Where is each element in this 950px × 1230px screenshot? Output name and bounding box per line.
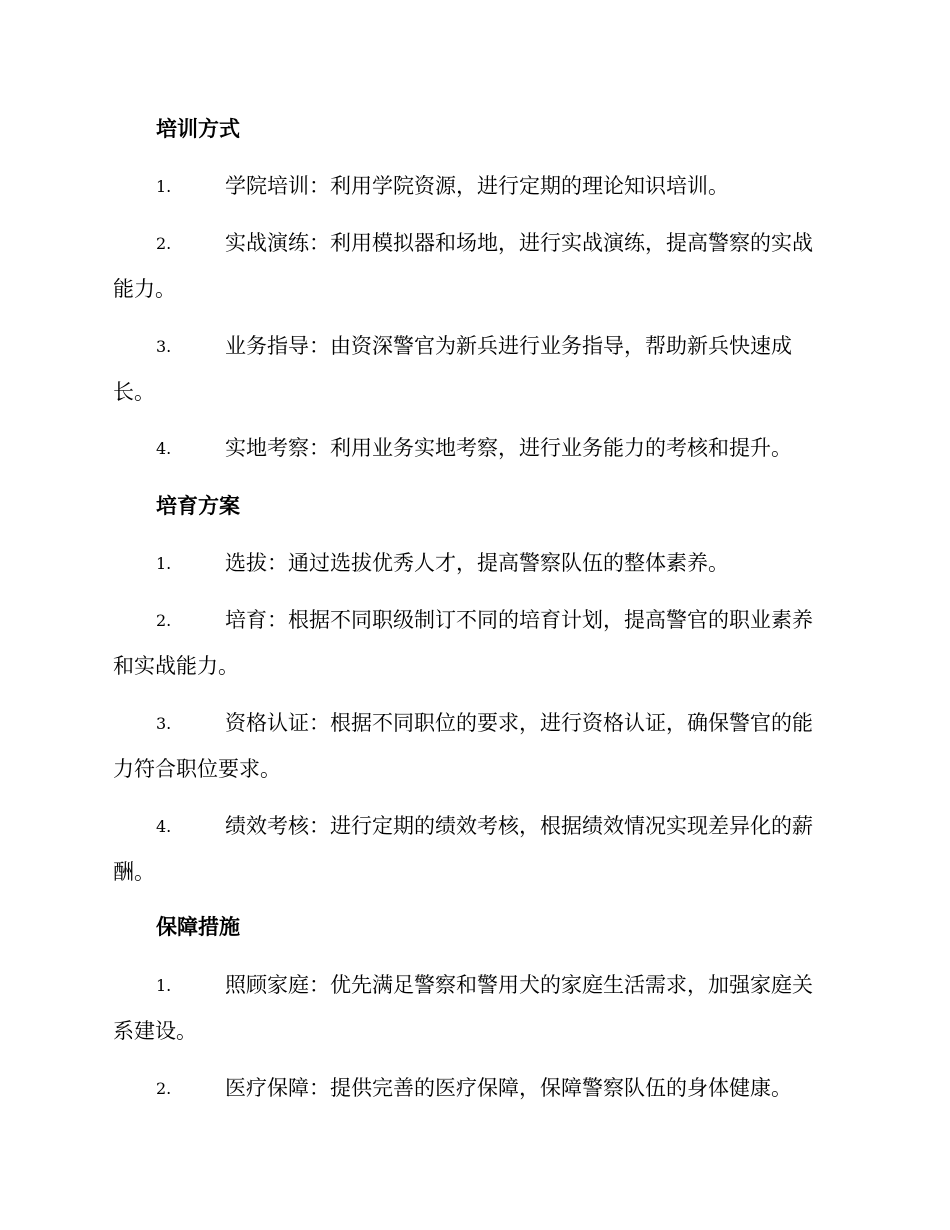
- list-item-number: 1.: [156, 177, 172, 196]
- list-item-text: 照顾家庭：优先满足警察和警用犬的家庭生活需求，加强家庭关: [225, 973, 813, 997]
- list-item-text: 医疗保障：提供完善的医疗保障，保障警察队伍的身体健康。: [225, 1076, 792, 1100]
- list-item-text: 实战演练：利用模拟器和场地，进行实战演练，提高警察的实战: [225, 231, 813, 255]
- list-item-number: 3.: [156, 337, 172, 356]
- list-item-text: 业务指导：由资深警官为新兵进行业务指导，帮助新兵快速成: [225, 334, 792, 358]
- section-heading-safeguard-measures: 保障措施: [156, 915, 240, 939]
- list-item-text: 绩效考核：进行定期的绩效考核，根据绩效情况实现差异化的薪: [225, 814, 813, 838]
- list-item-text-continued: 系建设。: [113, 1019, 197, 1043]
- list-item-number: 2.: [156, 611, 172, 630]
- list-item-text: 选拔：通过选拔优秀人才，提高警察队伍的整体素养。: [225, 551, 729, 575]
- section-heading-training-methods: 培训方式: [156, 117, 240, 141]
- list-item-number: 3.: [156, 714, 172, 733]
- list-item-text: 学院培训：利用学院资源，进行定期的理论知识培训。: [225, 174, 729, 198]
- list-item-number: 1.: [156, 976, 172, 995]
- list-item-text-continued: 酬。: [113, 860, 155, 884]
- list-item-text: 培育：根据不同职级制订不同的培育计划，提高警官的职业素养: [225, 608, 813, 632]
- list-item-text-continued: 能力。: [113, 277, 176, 301]
- list-item-text-continued: 力符合职位要求。: [113, 757, 281, 781]
- section-heading-cultivation-plan: 培育方案: [156, 494, 240, 518]
- list-item-number: 2.: [156, 1079, 172, 1098]
- list-item-number: 2.: [156, 234, 172, 253]
- list-item-number: 1.: [156, 554, 172, 573]
- list-item-number: 4.: [156, 817, 172, 836]
- list-item-text-continued: 长。: [113, 380, 155, 404]
- list-item-text-continued: 和实战能力。: [113, 654, 239, 678]
- list-item-text: 资格认证：根据不同职位的要求，进行资格认证，确保警官的能: [225, 711, 813, 735]
- list-item-text: 实地考察：利用业务实地考察，进行业务能力的考核和提升。: [225, 436, 792, 460]
- list-item-number: 4.: [156, 439, 172, 458]
